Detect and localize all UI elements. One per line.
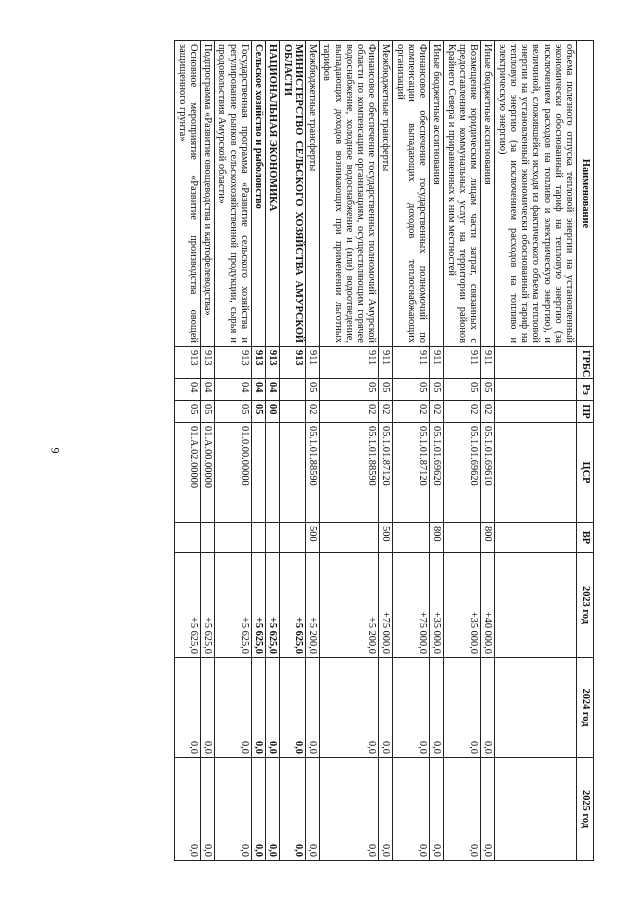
table-row (266, 41, 280, 861)
cell-y2023: +5 625,0 (251, 553, 265, 658)
cell-pr: 02 (481, 401, 495, 423)
cell-pr: 02 (430, 401, 444, 423)
cell-vr (393, 523, 430, 553)
cell-name: Государственная программа «Развитие сельского хозяйства и регулирование рынков сельскохозяйственной продукции, сырья и продовольствия Амурской области» (215, 41, 252, 347)
cell-name: Сельское хозяйство и рыболовство (251, 41, 265, 347)
cell-y2024: 0,0 (200, 658, 214, 758)
page-number: 9 (48, 447, 63, 454)
table-row (393, 41, 430, 861)
cell-vr (175, 523, 200, 553)
cell-grbs: 911 (393, 347, 430, 379)
cell-y2023 (495, 553, 577, 658)
cell-rz: 05 (481, 379, 495, 401)
cell-grbs: 913 (280, 347, 305, 379)
table-row (280, 41, 305, 861)
cell-y2024: 0,0 (379, 658, 393, 758)
cell-name: Иные бюджетные ассигнования (430, 41, 444, 347)
cell-y2025: 0,0 (266, 758, 280, 861)
cell-y2024: 0,0 (266, 658, 280, 758)
cell-y2024: 0,0 (393, 658, 430, 758)
cell-rz (495, 379, 577, 401)
cell-y2025: 0,0 (251, 758, 265, 861)
cell-y2023: +75 000,0 (393, 553, 430, 658)
cell-y2025: 0,0 (280, 758, 305, 861)
cell-name: Основное мероприятие «Развитие производства овощей защищенного грунта» (175, 41, 200, 347)
cell-pr (495, 401, 577, 423)
cell-pr: 02 (393, 401, 430, 423)
cell-y2023: +5 625,0 (215, 553, 252, 658)
cell-y2024: 0,0 (280, 658, 305, 758)
cell-rz: 05 (430, 379, 444, 401)
cell-rz: 05 (379, 379, 393, 401)
table-row (305, 41, 319, 861)
cell-y2024: 0,0 (481, 658, 495, 758)
cell-y2024: 0,0 (305, 658, 319, 758)
table-row (495, 41, 577, 861)
cell-pr: 02 (444, 401, 481, 423)
cell-y2023: +5 625,0 (280, 553, 305, 658)
cell-y2024: 0,0 (430, 658, 444, 758)
cell-vr (320, 523, 379, 553)
cell-grbs: 913 (251, 347, 265, 379)
cell-rz: 04 (215, 379, 252, 401)
cell-name: Межбюджетные трансферты (379, 41, 393, 347)
cell-csr: 05.1.01.87120 (379, 423, 393, 523)
cell-y2025: 0,0 (215, 758, 252, 861)
table-row (200, 41, 214, 861)
cell-rz: 04 (175, 379, 200, 401)
cell-y2025: 0,0 (393, 758, 430, 861)
cell-y2024: 0,0 (444, 658, 481, 758)
header-grbs: ГРБС (577, 347, 594, 379)
cell-pr: 05 (175, 401, 200, 423)
cell-y2023: +5 625,0 (200, 553, 214, 658)
cell-rz: 04 (266, 379, 280, 401)
cell-grbs: 913 (175, 347, 200, 379)
cell-y2023: +5 625,0 (266, 553, 280, 658)
cell-csr: 05.1.01.88590 (320, 423, 379, 523)
cell-y2025: 0,0 (481, 758, 495, 861)
cell-csr (251, 423, 265, 523)
table-row (320, 41, 379, 861)
cell-vr: 800 (481, 523, 495, 553)
budget-table-rotated (100, 40, 594, 860)
cell-vr (251, 523, 265, 553)
cell-y2024 (495, 658, 577, 758)
cell-csr: 05.1.01.69620 (430, 423, 444, 523)
cell-y2025: 0,0 (200, 758, 214, 861)
table-header-row (577, 41, 594, 861)
table-row (215, 41, 252, 861)
cell-rz: 05 (393, 379, 430, 401)
cell-y2024: 0,0 (320, 658, 379, 758)
cell-name: Финансовое обеспечение государственных полномочий по компенсации выпадающих доходов теплоснабжающих организаций (393, 41, 430, 347)
cell-vr: 500 (305, 523, 319, 553)
cell-y2024: 0,0 (251, 658, 265, 758)
header-2024: 2024 год (577, 658, 594, 758)
cell-name: Иные бюджетные ассигнования (481, 41, 495, 347)
cell-y2023: +35 000,0 (444, 553, 481, 658)
cell-grbs: 913 (266, 347, 280, 379)
cell-y2023: +75 000,0 (379, 553, 393, 658)
cell-csr: 01.А.02.00000 (175, 423, 200, 523)
cell-rz: 04 (251, 379, 265, 401)
cell-y2023: +5 200,0 (305, 553, 319, 658)
cell-vr: 500 (379, 523, 393, 553)
cell-csr: 01.А.00.00000 (200, 423, 214, 523)
cell-y2025: 0,0 (379, 758, 393, 861)
cell-name: объема полезного отпуска тепловой энергии на установленный экономически обоснованный тариф на тепловую энергию (за исключением расходов на топливо и электрическую энергию), и величиной, сложившейся исходя из фактического объема тепловой энергии на установленный экономически обоснованный тариф на тепловую энергию (за исключением расходов на топливо и электрическую энергию) (495, 41, 577, 347)
cell-y2025: 0,0 (320, 758, 379, 861)
cell-pr (280, 401, 305, 423)
cell-name: Межбюджетные трансферты (305, 41, 319, 347)
cell-grbs: 913 (215, 347, 252, 379)
table-row (251, 41, 265, 861)
cell-vr (266, 523, 280, 553)
cell-y2023: +35 000,0 (430, 553, 444, 658)
cell-csr: 05.1.01.87120 (393, 423, 430, 523)
cell-csr: 05.1.01.88590 (305, 423, 319, 523)
cell-pr: 05 (215, 401, 252, 423)
cell-y2023: +5 625,0 (175, 553, 200, 658)
cell-name: НАЦИОНАЛЬНАЯ ЭКОНОМИКА (266, 41, 280, 347)
table-row (444, 41, 481, 861)
cell-y2025 (495, 758, 577, 861)
header-pr: ПР (577, 401, 594, 423)
cell-y2023: +40 000,0 (481, 553, 495, 658)
cell-csr: 01.0.00.00000 (215, 423, 252, 523)
cell-csr: 05.1.01.69610 (481, 423, 495, 523)
cell-y2024: 0,0 (175, 658, 200, 758)
table-row (379, 41, 393, 861)
cell-pr: 00 (266, 401, 280, 423)
cell-csr (266, 423, 280, 523)
cell-y2025: 0,0 (305, 758, 319, 861)
cell-rz: 05 (444, 379, 481, 401)
cell-pr: 02 (320, 401, 379, 423)
cell-grbs: 911 (481, 347, 495, 379)
table-row (175, 41, 200, 861)
cell-csr (495, 423, 577, 523)
cell-name: Возмещение юридическим лицам части затрат, связанных с предоставлением коммунальных услуг на территории районов Крайнего Севера и приравненных к ним местностей (444, 41, 481, 347)
cell-y2025: 0,0 (175, 758, 200, 861)
cell-vr: 800 (430, 523, 444, 553)
cell-y2024: 0,0 (215, 658, 252, 758)
cell-name: МИНИСТЕРСТВО СЕЛЬСКОГО ХОЗЯЙСТВА АМУРСКОЙ ОБЛАСТИ (280, 41, 305, 347)
budget-table (175, 40, 595, 861)
cell-pr: 02 (379, 401, 393, 423)
cell-name: Подпрограмма «Развитие овощеводства и картофелеводства» (200, 41, 214, 347)
table-row (430, 41, 444, 861)
table-body (175, 41, 577, 861)
cell-rz (280, 379, 305, 401)
cell-pr: 02 (305, 401, 319, 423)
cell-rz: 05 (320, 379, 379, 401)
cell-pr: 05 (200, 401, 214, 423)
cell-grbs: 911 (320, 347, 379, 379)
cell-name: Финансовое обеспечение государственных полномочий Амурской области по компенсации организациям, осуществляющим горячее водоснабжение, холодное водоснабжение и (или) водоотведение, выпадающих доходов возникающих при применении льготных тарифов (320, 41, 379, 347)
cell-y2023: +5 200,0 (320, 553, 379, 658)
cell-vr (200, 523, 214, 553)
cell-grbs: 911 (379, 347, 393, 379)
cell-grbs: 911 (444, 347, 481, 379)
cell-vr (495, 523, 577, 553)
cell-csr: 05.1.01.69620 (444, 423, 481, 523)
cell-pr: 05 (251, 401, 265, 423)
header-vr: ВР (577, 523, 594, 553)
table-row (481, 41, 495, 861)
cell-rz: 04 (200, 379, 214, 401)
header-rz: Рз (577, 379, 594, 401)
cell-rz: 05 (305, 379, 319, 401)
header-2023: 2023 год (577, 553, 594, 658)
cell-grbs: 911 (430, 347, 444, 379)
cell-csr (280, 423, 305, 523)
cell-y2025: 0,0 (444, 758, 481, 861)
cell-y2025: 0,0 (430, 758, 444, 861)
cell-vr (280, 523, 305, 553)
cell-grbs (495, 347, 577, 379)
header-2025: 2025 год (577, 758, 594, 861)
cell-grbs: 913 (200, 347, 214, 379)
cell-vr (215, 523, 252, 553)
cell-vr (444, 523, 481, 553)
header-csr: ЦСР (577, 423, 594, 523)
cell-grbs: 911 (305, 347, 319, 379)
header-name: Наименование (577, 41, 594, 347)
